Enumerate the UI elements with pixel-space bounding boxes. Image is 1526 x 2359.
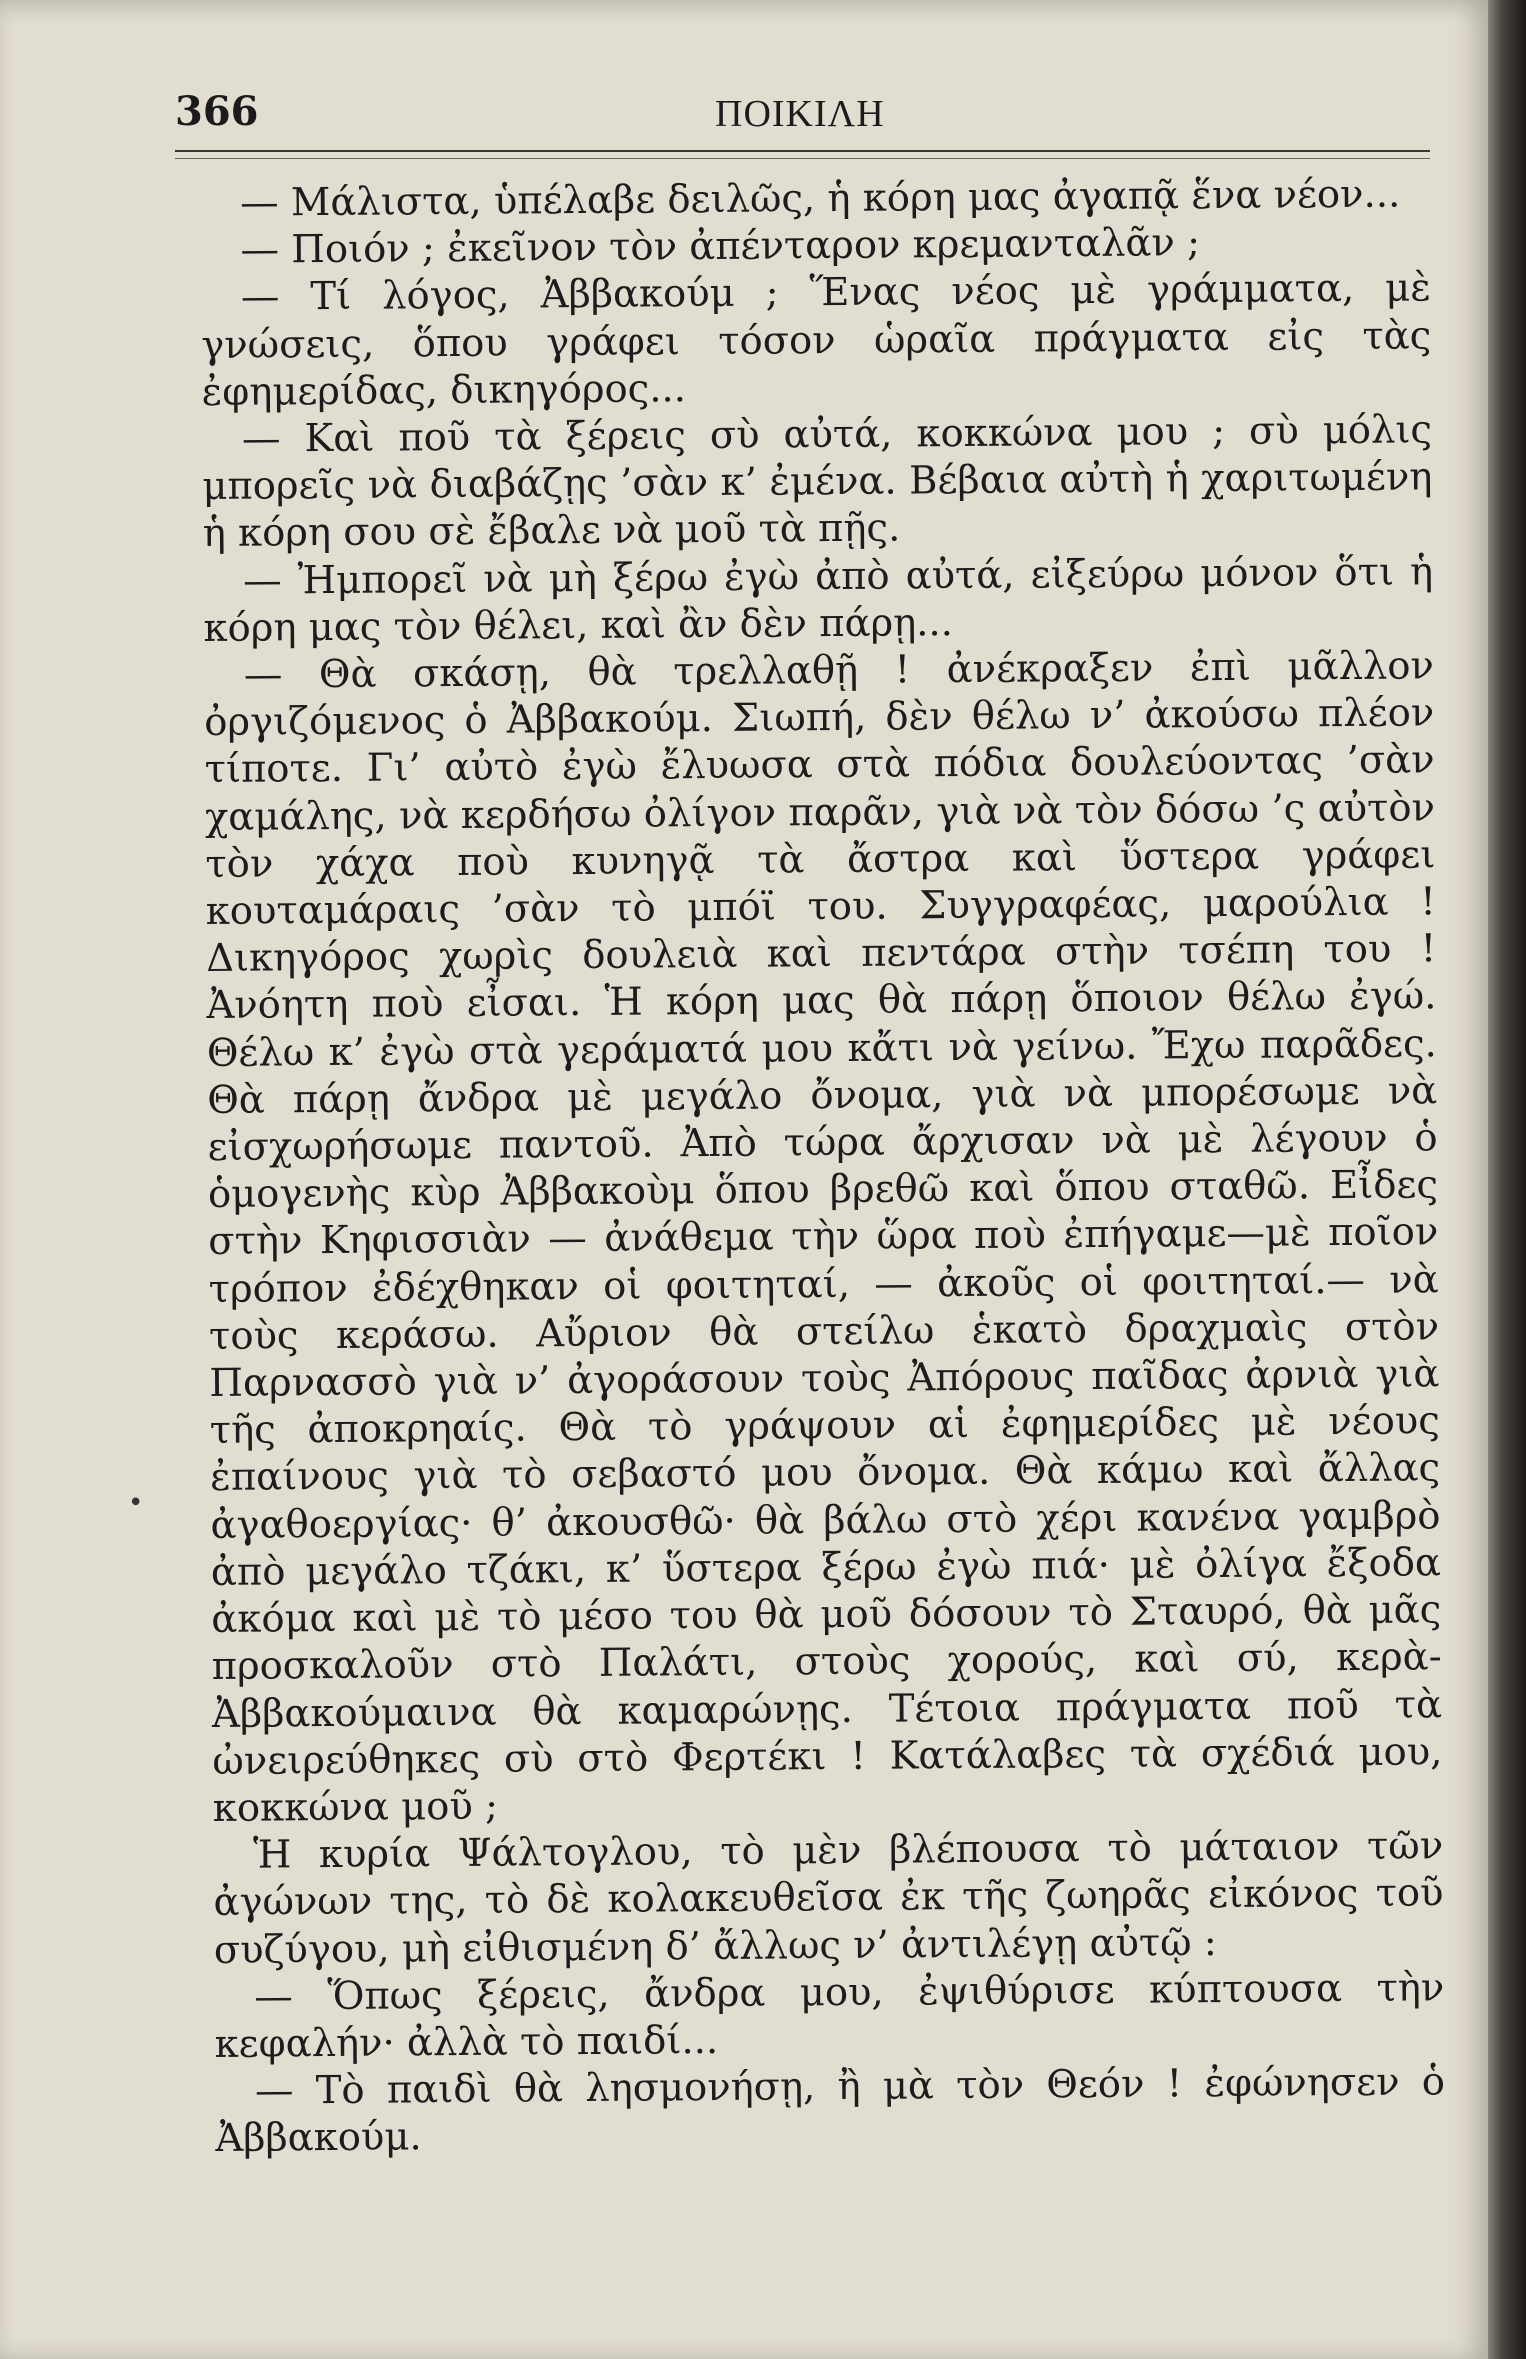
margin-mark: • bbox=[128, 1488, 144, 1518]
book-gutter bbox=[1488, 0, 1526, 2359]
header-rule bbox=[175, 150, 1430, 159]
paragraph: — Ποιόν ; ἐκεῖνον τὸν ἀπένταρον κρεμανταλᾶν ; bbox=[240, 220, 1201, 273]
paragraph: — Τὸ παιδὶ θὰ λησμονήσῃ, ἢ μὰ τὸν Θεόν ! ἐφώνησεν ὁ Ἀββακούμ. bbox=[215, 2059, 1446, 2162]
body-text bbox=[200, 170, 1447, 2300]
paragraph: — Καὶ ποῦ τὰ ξέρεις σὺ αὐτά, κοκκώνα μου ; σὺ μόλις μπορεῖς νὰ διαβάζῃς ’σὰν κ’ ἐμένα. Βέβαια αὐτὴ ἡ χαριτωμένη ἡ κόρη σου σὲ ἔβαλε νὰ μοῦ τὰ πῇς. bbox=[202, 407, 1433, 557]
paragraph: — Ἠμπορεῖ νὰ μὴ ξέρω ἐγὼ ἀπὸ αὐτά, εἰξεύρω μόνον ὅτι ἡ κόρη μας τὸν θέλει, καὶ ἂν δὲν πάρῃ... bbox=[203, 548, 1434, 651]
paragraph: Ἡ κυρία Ψάλτογλου, τὸ μὲν βλέπουσα τὸ μάταιον τῶν ἀγώνων της, τὸ δὲ κολακευθεῖσα ἐκ τῆς ζωηρᾶς εἰκόνος τοῦ συζύγου, μὴ εἰθισμένη δ’ ἄλλως ν’ ἀντιλέγῃ αὐτῷ : bbox=[213, 1823, 1444, 1973]
paragraph: — Ὅπως ξέρεις, ἄνδρα μου, ἐψιθύρισε κύπτουσα τὴν κεφαλήν· ἀλλὰ τὸ παιδί... bbox=[214, 1965, 1445, 2067]
running-head: ΠΟΙΚΙΛΗ bbox=[715, 93, 885, 135]
paragraph: — Μάλιστα, ὑπέλαβε δειλῶς, ἡ κόρη μας ἀγαπᾷ ἕνα νέον... bbox=[240, 171, 1401, 226]
paragraph: — Θὰ σκάσῃ, θὰ τρελλαθῇ ! ἀνέκραξεν ἐπὶ μᾶλλον ὀργιζόμενος ὁ Ἀββακούμ. Σιωπή, δὲν θέλω ν’ ἀκούσω πλέον τίποτε. Γι’ αὐτὸ ἐγὼ ἔλυωσα στὰ πόδια δουλεύοντας ’σὰν χαμάλης, νὰ κερδήσω ὀλίγον παρᾶν, γιὰ νὰ τὸν δόσω ’ς αὐτὸν τὸν χάχα ποὺ κυνηγᾷ τὰ ἄστρα καὶ ὕστερα γράφει κουταμάραις ’σὰν τὸ μπόϊ του. Συγγραφέας, μαρούλια ! Δικηγόρος χωρὶς δουλειὰ καὶ πεντάρα στὴν τσέπη του ! Ἀνόητη ποὺ εἶσαι. Ἡ κόρη μας θὰ πάρῃ ὅποιον θέλω ἐγώ. Θέλω κ’ ἐγὼ στὰ γεράματά μου κἄτι νὰ γείνω. Ἔχω παρᾶδες. Θὰ πάρῃ ἄνδρα μὲ μεγάλο ὄνομα, γιὰ νὰ μπορέσωμε νὰ εἰσχωρήσωμε παντοῦ. Ἀπὸ τώρα ἄρχισαν νὰ μὲ λέγουν ὁ ὁμογενὴς κὺρ Ἀββακοὺμ ὅπου βρεθῶ καὶ ὅπου σταθῶ. Εἶδες στὴν Κηφισσιὰν — ἀνάθεμα τὴν ὥρα ποὺ ἐπήγαμε—μὲ ποῖον τρόπον ἐδέχθηκαν οἱ φοιτηταί, — ἀκοῦς οἱ φοιτηταί.— νὰ τοὺς κεράσω. Αὔριον θὰ στείλω ἑκατὸ δραχμαὶς στὸν Παρνασσὸ γιὰ ν’ ἀγοράσουν τοὺς Ἀπόρους παῖδας ἀρνιὰ γιὰ τῆς ἀποκρηαίς. Θὰ τὸ γράψουν αἱ ἐφημερίδες μὲ νέους ἐπαίνους γιὰ τὸ σεβαστό μου ὄνομα. Θὰ κάμω καὶ ἄλλας ἀγαθοεργίας· θ’ ἀκουσθῶ· θὰ βάλω στὸ χέρι κανένα γαμβρὸ ἀπὸ μεγάλο τζάκι, κ’ ὕστερα ξέρω ἐγὼ πιά· μὲ ὀλίγα ἔξοδα ἀκόμα καὶ μὲ τὸ μέσο του θὰ μοῦ δόσουν τὸ Σταυρό, θὰ μᾶς προσκαλοῦν στὸ Παλάτι, στοὺς χορούς, καὶ σύ, κερὰ-Ἀββακούμαινα θὰ καμαρώνῃς. Τέτοια πράγματα ποῦ τὰ ὠνειρεύθηκες σὺ στὸ Φερτέκι ! Κατάλαβες τὰ σχέδιά μου, κοκκώνα μοῦ ; bbox=[204, 643, 1443, 1831]
paragraph: — Τί λόγος, Ἀββακούμ ; Ἕνας νέος μὲ γράμματα, μὲ γνώσεις, ὅπου γράφει τόσον ὡραῖα πράγματα εἰς τὰς ἐφημερίδας, δικηγόρος... bbox=[201, 265, 1432, 415]
page-number: 366 bbox=[175, 88, 259, 135]
page-header bbox=[175, 88, 1435, 148]
